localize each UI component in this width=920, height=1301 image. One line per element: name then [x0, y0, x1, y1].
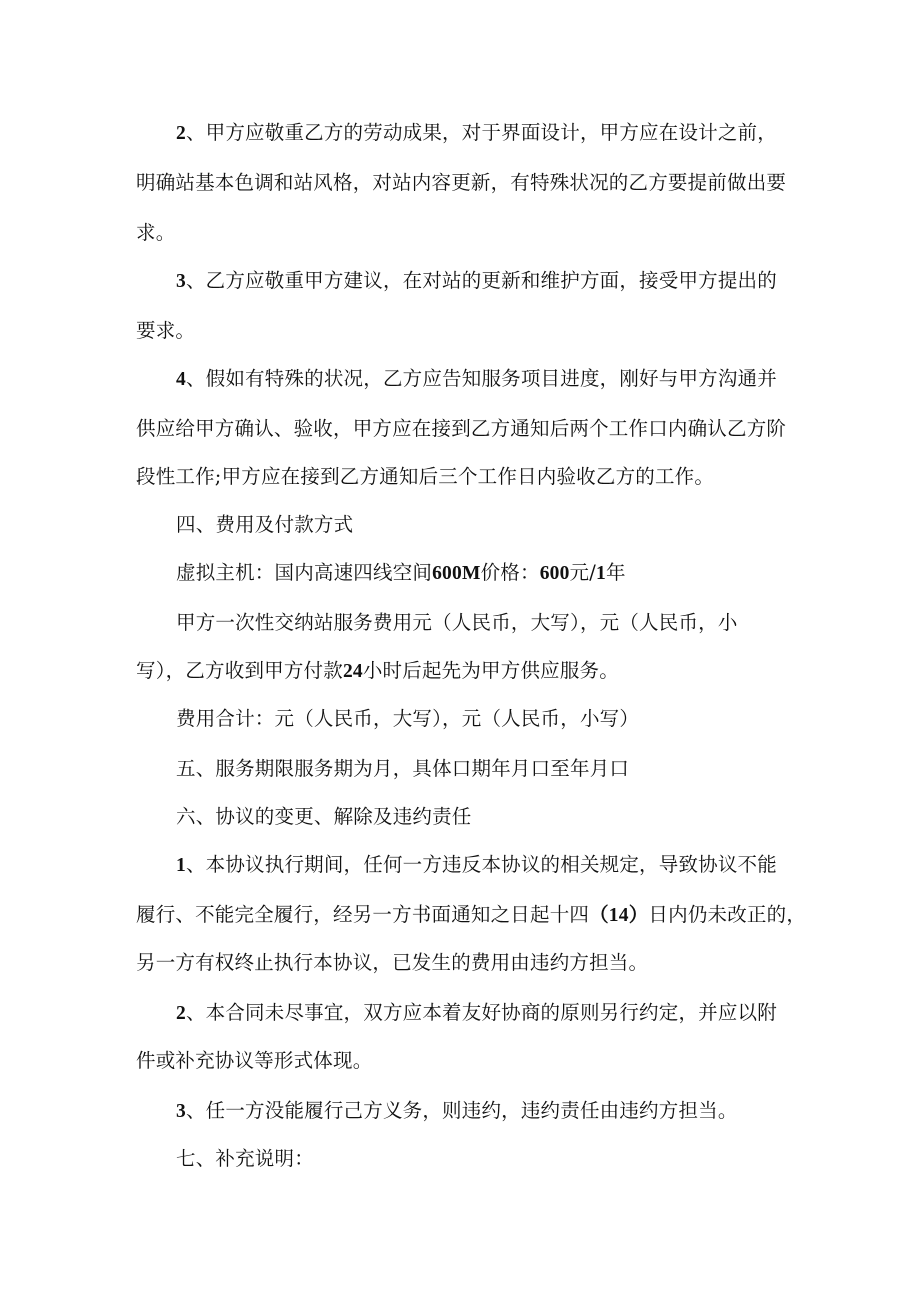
payment-line-2	[136, 658, 796, 685]
s6-clause-3-number: 3	[176, 1101, 186, 1122]
clause-2-number: 2	[176, 123, 186, 144]
payment-text-a: 写），乙方收到甲方付款	[136, 659, 343, 682]
clause-3-text-1: 、乙方应敬重甲方建议，在对站的更新和维护方面，接受甲方提出的	[185, 269, 777, 292]
clause-2-line-2: 明确站基本色调和站风格，对站内容更新，有特殊状况的乙方要提前做出要	[136, 171, 787, 194]
section-7-heading: 七、补充说明：	[176, 1147, 314, 1170]
s6-clause-2-text-1: 、本合同未尽事宜，双方应本着友好协商的原则另行约定，并应以附	[185, 1001, 777, 1024]
hosting-period-unit: 年	[605, 561, 626, 584]
s6-clause-1-line-1	[176, 852, 836, 879]
s6-clause-2-number: 2	[176, 1003, 186, 1024]
section-5-heading: 五、服务期限服务期为月，具体口期年月口至年月口	[176, 757, 630, 780]
hosting-price-label: 价格：	[480, 561, 540, 584]
clause-3-line-2: 要求。	[136, 319, 196, 342]
s6-clause-1-number: 1	[176, 855, 186, 876]
hosting-space: 600M	[432, 563, 481, 584]
section-6-heading: 六、协议的变更、解除及违约责任	[176, 805, 472, 828]
s6-clause-2-line-1	[176, 1000, 836, 1027]
hosting-line	[176, 560, 836, 587]
s6-clause-1-text-2c: 日内仍未改正的，	[648, 903, 807, 926]
clause-3-number: 3	[176, 271, 186, 292]
s6-clause-3-line-1	[176, 1098, 836, 1125]
s6-clause-2-line-2: 件或补充协议等形式体现。	[136, 1049, 373, 1072]
hosting-period: 1	[596, 563, 606, 584]
s6-clause-3-text-1: 、任一方没能履行己方义务，则违约，违约责任由违约方担当。	[185, 1099, 738, 1122]
clause-4-text-1: 、假如有特殊的状况，乙方应告知服务项目进度，刚好与甲方沟通并	[185, 367, 777, 390]
s6-clause-1-text-1: 、本协议执行期间，任何一方违反本协议的相关规定，导致协议不能	[185, 853, 777, 876]
hosting-price: 600	[539, 563, 570, 584]
hosting-label: 虚拟主机：国内高速四线空间	[176, 561, 433, 584]
s6-clause-1-line-3: 另一方有权终止执行本协议，已发生的费用由违约方担当。	[136, 951, 649, 974]
clause-2-text-1: 、甲方应敬重乙方的劳动成果，对于界面设计，甲方应在设计之前，	[185, 121, 777, 144]
payment-line-1: 甲方一次性交纳站服务费用元（人民币，大写），元（人民币，小	[176, 611, 738, 634]
s6-clause-1-days: （14）	[589, 905, 649, 926]
fee-total-line: 费用合计：元（人民币，大写），元（人民币，小写）	[176, 707, 640, 730]
hosting-unit: 元/	[569, 561, 597, 584]
clause-2-line-1	[176, 120, 836, 147]
clause-2-line-3: 求。	[136, 221, 176, 244]
payment-text-c: 小时后起先为甲方供应服务。	[362, 659, 619, 682]
payment-hours: 24	[342, 661, 363, 682]
clause-3-line-1	[176, 268, 836, 295]
s6-clause-1-text-2a: 履行、不能完全履行，经另一方书面通知之日起十四	[136, 903, 590, 926]
clause-4-line-3: 段性工作;甲方应在接到乙方通知后三个工作日内验收乙方的工作。	[136, 465, 715, 488]
section-4-heading: 四、费用及付款方式	[176, 513, 354, 536]
clause-4-line-2: 供应给甲方确认、验收，甲方应在接到乙方通知后两个工作口内确认乙方阶	[136, 417, 787, 440]
clause-4-line-1	[176, 366, 836, 393]
s6-clause-1-line-2	[136, 902, 807, 929]
clause-4-number: 4	[176, 369, 186, 390]
